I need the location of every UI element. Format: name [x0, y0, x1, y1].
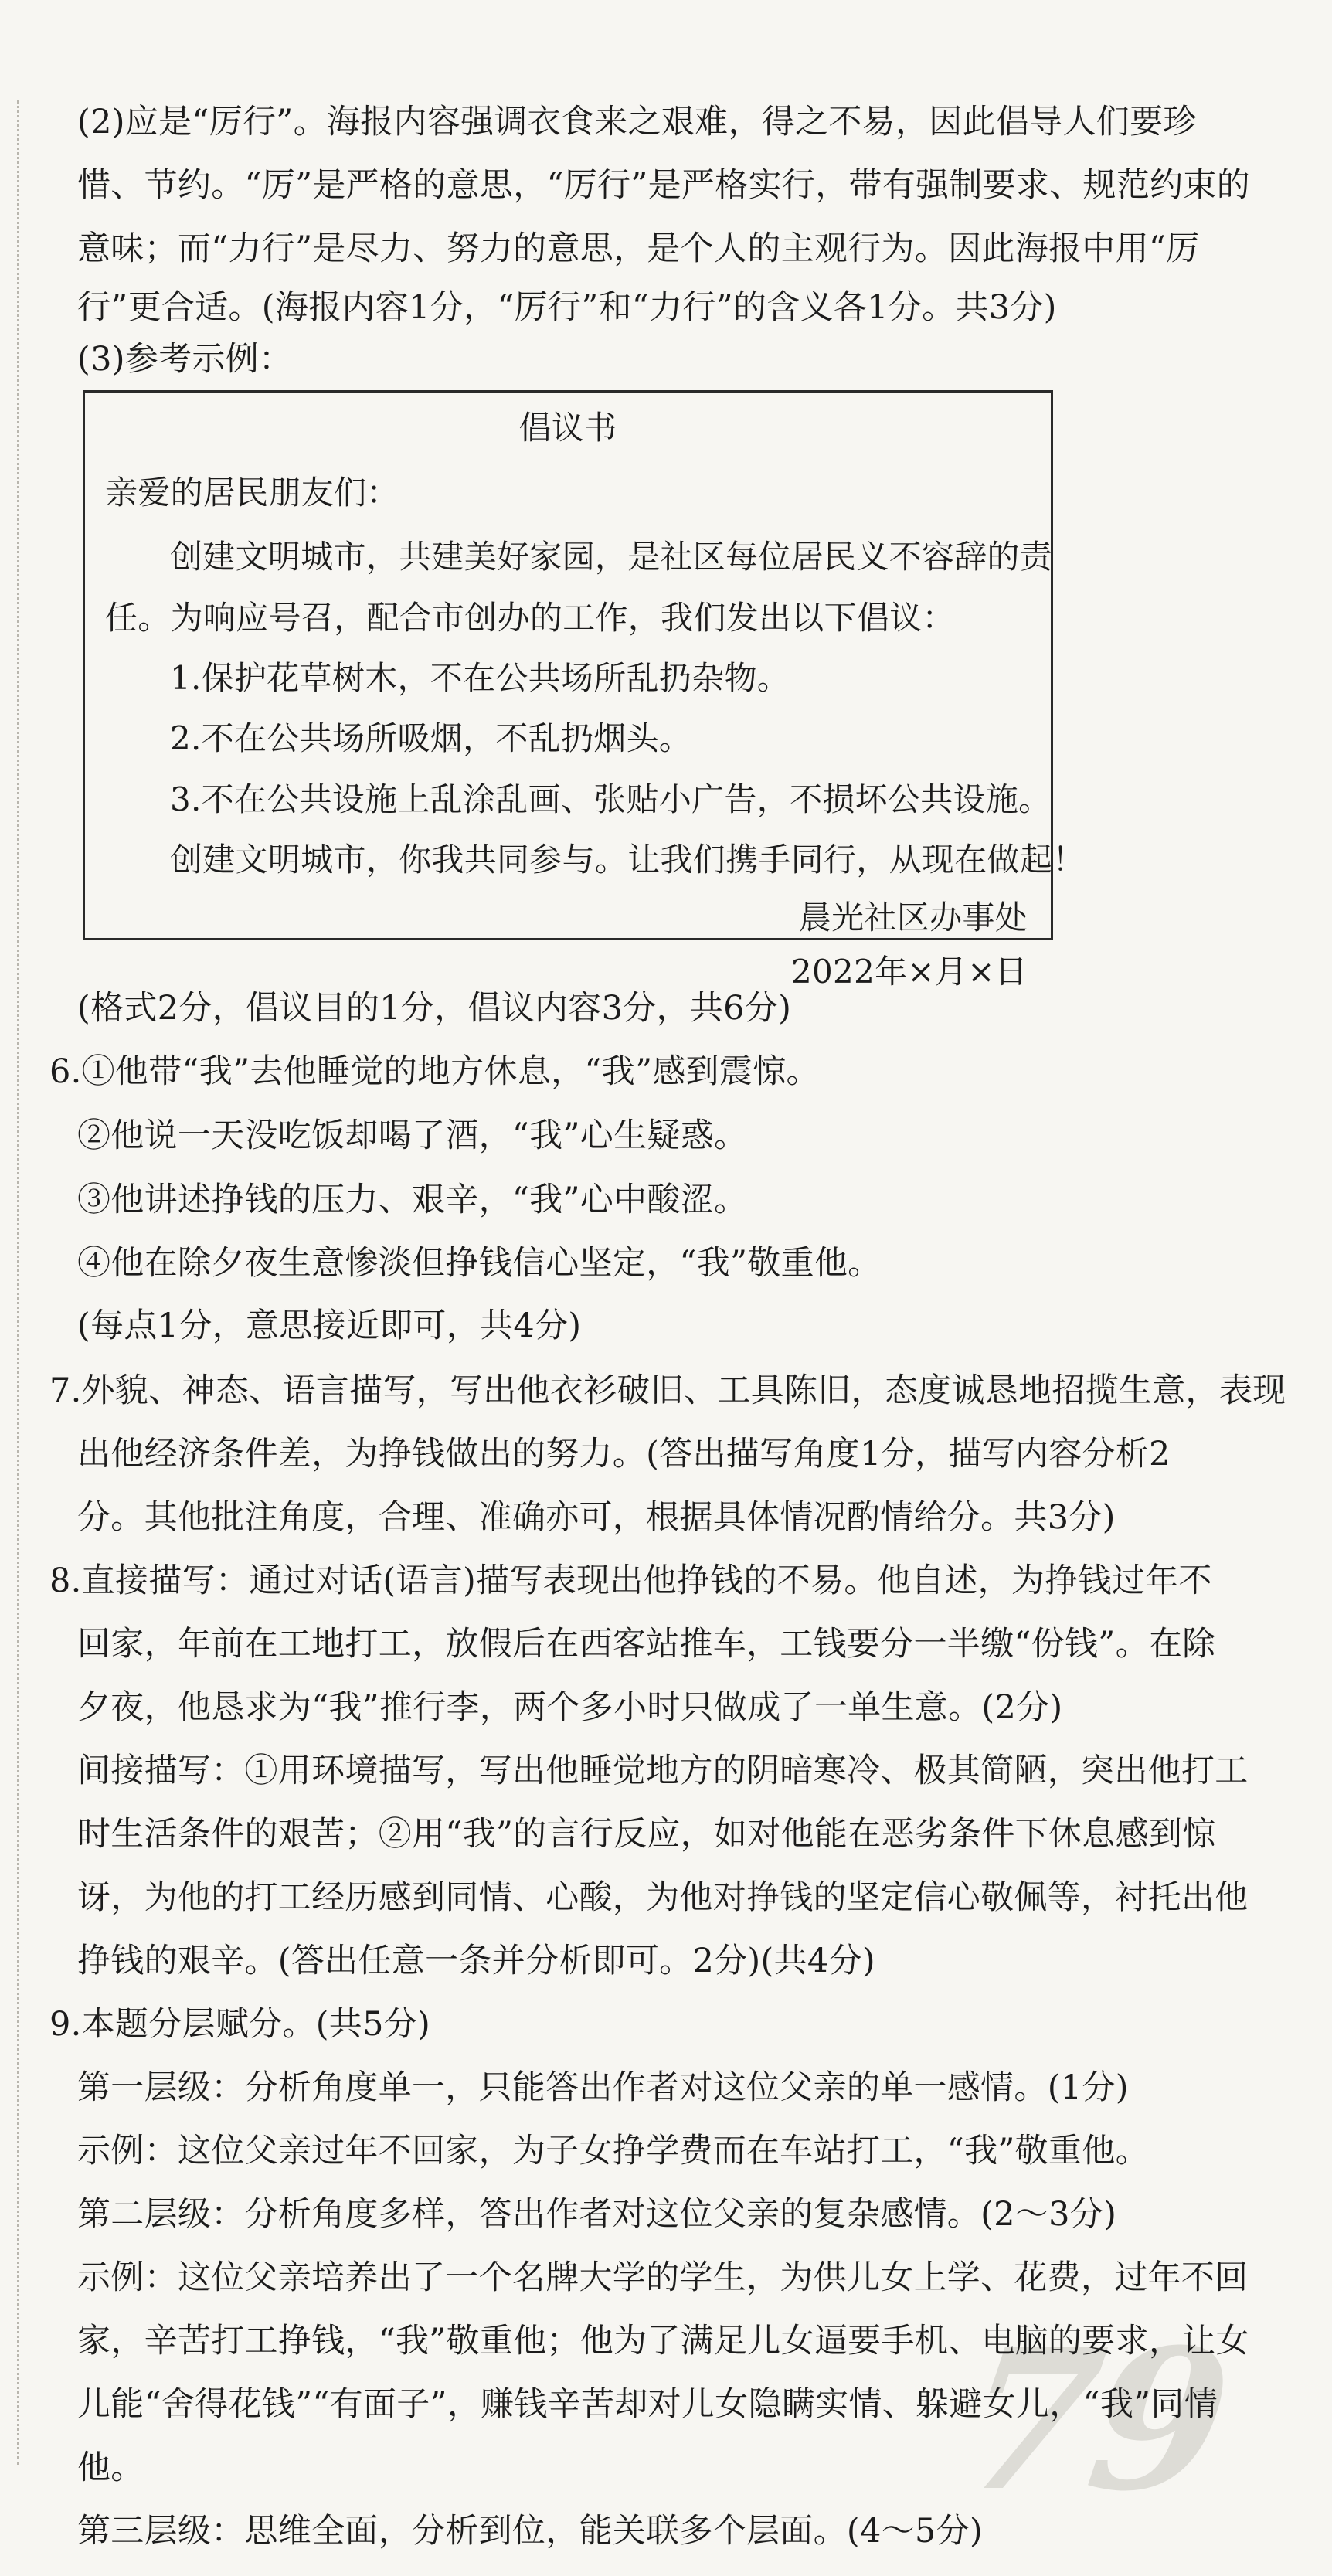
proposal-intro-line: 创建文明城市，共建美好家园，是社区每位居民义不容辞的责	[170, 538, 1053, 576]
question-9-line: 家，辛苦打工挣钱，“我”敬重他；他为了满足儿女逼要手机、电脑的要求，让女	[77, 2322, 1249, 2360]
question-9-line: 示例：这位父亲过年不回家，为子女挣学费而在车站打工，“我”敬重他。	[77, 2132, 1149, 2170]
score-note: (每点1分，意思接近即可，共4分)	[77, 1307, 582, 1345]
proposal-greeting: 亲爱的居民朋友们：	[105, 474, 399, 511]
proposal-signature: 晨光社区办事处	[798, 899, 1028, 936]
proposal-item: 3.不在公共设施上乱涂乱画、张贴小广告，不损坏公共设施。	[170, 780, 1052, 818]
proposal-intro-line: 任。为响应号召，配合市创办的工作，我们发出以下倡议：	[105, 599, 955, 637]
proposal-box	[83, 390, 1086, 991]
proposal-closing: 创建文明城市，你我共同参与。让我们携手同行，从现在做起！	[170, 841, 1086, 878]
question-6-line: ②他说一天没吃饭却喝了酒，“我”心生疑惑。	[77, 1116, 748, 1155]
question-9-line: 示例：这位父亲培养出了一个名牌大学的学生，为供儿女上学、花费，过年不回	[77, 2258, 1249, 2297]
question-9-line: 9.本题分层赋分。(共5分)	[49, 2005, 431, 2044]
binding-dotted-line	[17, 100, 19, 2465]
question-8-line: 夕夜，他恳求为“我”推行李，两个多小时只做成了一单生意。(2分)	[77, 1688, 1063, 1727]
page-number-watermark: 79	[950, 2306, 1235, 2534]
proposal-date: 2022年×月×日	[791, 953, 1028, 991]
question-8-line: 间接描写：①用环境描写，写出他睡觉地方的阴暗寒冷、极其简陋，突出他打工	[77, 1752, 1249, 1790]
proposal-item: 2.不在公共场所吸烟，不乱扔烟头。	[170, 719, 692, 757]
question-7-line: 7.外貌、神态、语言描写，写出他衣衫破旧、工具陈旧，态度诚恳地招揽生意，表现	[49, 1371, 1286, 1410]
proposal-title: 倡议书	[518, 409, 617, 447]
question-6-line: ④他在除夕夜生意惨淡但挣钱信心坚定，“我”敬重他。	[77, 1244, 882, 1283]
question-8-line: 讶，为他的打工经历感到同情、心酸，为他对挣钱的坚定信心敬佩等，衬托出他	[77, 1878, 1249, 1917]
question-7-line: 出他经济条件差，为挣钱做出的努力。(答出描写角度1分，描写内容分析2	[77, 1435, 1171, 1473]
question-6-line: 6.①他带“我”去他睡觉的地方休息，“我”感到震惊。	[49, 1052, 820, 1091]
proposal-item: 1.保护花草树木，不在公共场所乱扔杂物。	[170, 659, 790, 697]
question-9-line: 他。	[77, 2449, 144, 2487]
question-8-line: 回家，年前在工地打工，放假后在西客站推车，工钱要分一半缴“份钱”。在除	[77, 1625, 1216, 1664]
question-9-line: 第二层级：分析角度多样，答出作者对这位父亲的复杂感情。(2～3分)	[77, 2195, 1117, 2234]
score-note: (格式2分，倡议目的1分，倡议内容3分，共6分)	[77, 989, 792, 1028]
text-line: (2)应是“厉行”。海报内容强调衣食来之艰难，得之不易，因此倡导人们要珍	[77, 103, 1197, 141]
question-9-line: 儿能“舍得花钱”“有面子”，赚钱辛苦却对儿女隐瞒实情、躲避女儿，“我”同情	[77, 2385, 1218, 2424]
text-line: 意味；而“力行”是尽力、努力的意思，是个人的主观行为。因此海报中用“厉	[77, 229, 1200, 268]
question-9-line: 第三层级：思维全面，分析到位，能关联多个层面。(4～5分)	[77, 2512, 983, 2551]
question-8-line: 时生活条件的艰苦；②用“我”的言行反应，如对他能在恶劣条件下休息感到惊	[77, 1815, 1216, 1854]
text-line: 行”更合适。(海报内容1分，“厉行”和“力行”的含义各1分。共3分)	[77, 288, 1057, 327]
question-7-line: 分。其他批注角度，合理、准确亦可，根据具体情况酌情给分。共3分)	[77, 1498, 1116, 1537]
section-label: (3)参考示例：	[77, 340, 293, 379]
question-6-line: ③他讲述挣钱的压力、艰辛，“我”心中酸涩。	[77, 1181, 748, 1219]
question-9-line: 第一层级：分析角度单一，只能答出作者对这位父亲的单一感情。(1分)	[77, 2068, 1129, 2107]
question-8-line: 挣钱的艰辛。(答出任意一条并分析即可。2分)(共4分)	[77, 1942, 875, 1980]
text-line: 惜、节约。“厉”是严格的意思，“厉行”是严格实行，带有强制要求、规范约束的	[77, 166, 1251, 205]
question-8-line: 8.直接描写：通过对话(语言)描写表现出他挣钱的不易。他自述，为挣钱过年不	[49, 1562, 1212, 1600]
